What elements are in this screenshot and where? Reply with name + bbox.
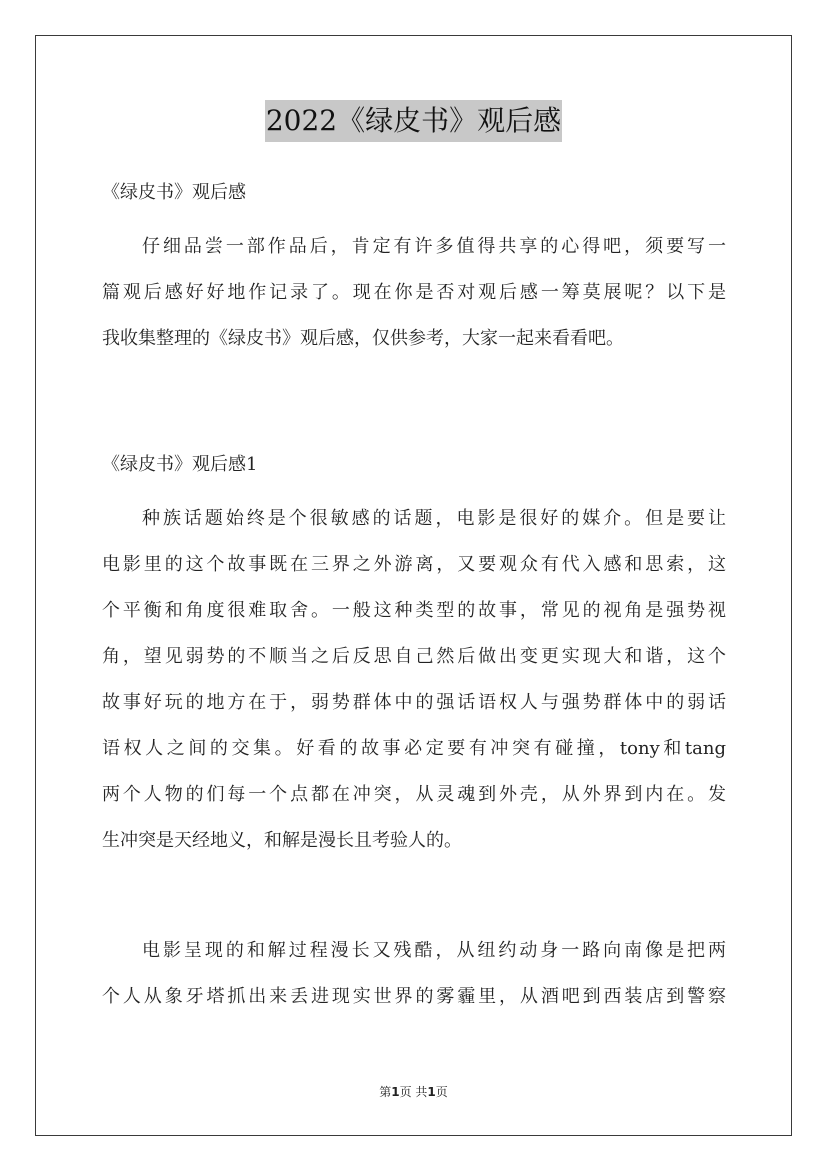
paragraph-line: 生冲突是天经地义，和解是漫长且考验人的。 (102, 830, 462, 851)
paragraph-line: 个平衡和角度很难取舍。一般这种类型的故事，常见的视角是强势视 (102, 600, 726, 621)
paragraph-line: 电影里的这个故事既在三界之外游离，又要观众有代入感和思索，这 (102, 554, 726, 575)
document-title: 2022《绿皮书》观后感 (265, 100, 562, 142)
paragraph-line: 故事好玩的地方在于，弱势群体中的强话语权人与强势群体中的弱话 (102, 692, 726, 713)
footer-prefix: 第 (379, 1085, 392, 1099)
paragraph-line: 我收集整理的《绿皮书》观后感，仅供参考，大家一起来看看吧。 (102, 328, 624, 349)
paragraph-line: 种族话题始终是个很敏感的话题，电影是很好的媒介。但是要让 (142, 508, 726, 529)
paragraph-line: 仔细品尝一部作品后，肯定有许多值得共享的心得吧，须要写一 (142, 236, 726, 257)
paragraph-line: 角，望见弱势的不顺当之后反思自己然后做出变更实现大和谐，这个 (102, 646, 726, 667)
section1-paragraph-1 (102, 496, 726, 864)
page-footer (0, 1083, 827, 1100)
title-container (0, 100, 827, 142)
paragraph-line: 两个人物的们每一个点都在冲突，从灵魂到外壳，从外界到内在。发 (102, 784, 726, 805)
paragraph-line: 语权人之间的交集。好看的故事必定要有冲突有碰撞，tony和tang (102, 738, 726, 759)
section-heading: 《绿皮书》观后感1 (102, 454, 258, 475)
intro-paragraph (102, 224, 726, 362)
document-subtitle: 《绿皮书》观后感 (102, 182, 246, 203)
paragraph-line: 电影呈现的和解过程漫长又残酷，从纽约动身一路向南像是把两 (142, 940, 726, 961)
footer-page-number: 1 (391, 1085, 400, 1099)
section1-paragraph-2 (102, 928, 726, 1020)
paragraph-line: 篇观后感好好地作记录了。现在你是否对观后感一筹莫展呢？以下是 (102, 282, 726, 303)
footer-total-pages: 1 (427, 1085, 436, 1099)
paragraph-line: 个人从象牙塔抓出来丢进现实世界的雾霾里，从酒吧到西装店到警察 (102, 986, 726, 1007)
footer-suffix: 页 (435, 1085, 448, 1099)
footer-mid: 页 共 (399, 1085, 428, 1099)
